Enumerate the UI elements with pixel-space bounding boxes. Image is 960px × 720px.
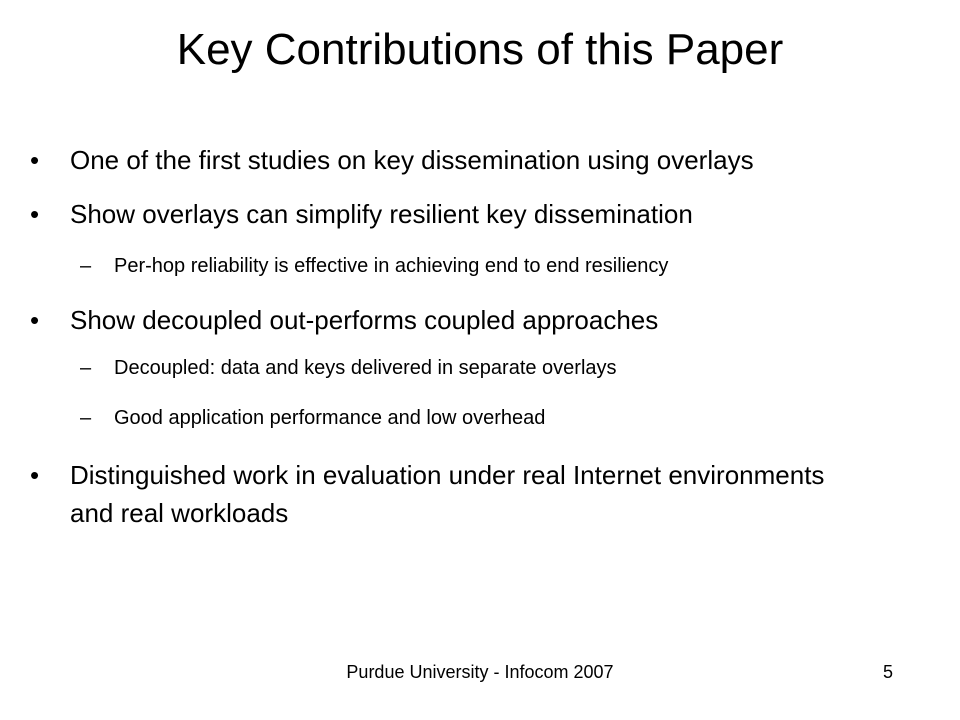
sub-bullet-text: Per-hop reliability is effective in achieving end to end resiliency bbox=[114, 255, 669, 277]
sub-bullet-item bbox=[30, 354, 930, 382]
bullet-marker: • bbox=[30, 199, 40, 229]
sub-bullet-marker: – bbox=[80, 407, 92, 429]
bullet-item bbox=[30, 142, 930, 178]
bullet-text: One of the first studies on key dissemination using overlays bbox=[70, 145, 754, 175]
slide-title: Key Contributions of this Paper bbox=[176, 25, 784, 74]
sub-bullet-item bbox=[30, 252, 930, 280]
bullet-marker: • bbox=[30, 460, 40, 490]
page-number: 5 bbox=[883, 662, 894, 682]
bullet-item bbox=[30, 302, 930, 338]
sub-bullet-text: Decoupled: data and keys delivered in separate overlays bbox=[114, 357, 617, 379]
bullet-text: Distinguished work in evaluation under real Internet environments and real workloads bbox=[70, 460, 825, 528]
footer-text: Purdue University - Infocom 2007 bbox=[346, 662, 614, 682]
sub-bullet-item bbox=[30, 404, 930, 432]
bullet-text: Show overlays can simplify resilient key dissemination bbox=[70, 199, 693, 229]
bullet-item bbox=[30, 456, 930, 532]
sub-bullet-marker: – bbox=[80, 255, 92, 277]
sub-bullet-text: Good application performance and low overhead bbox=[114, 407, 546, 429]
bullet-marker: • bbox=[30, 305, 40, 335]
bullet-item bbox=[30, 196, 930, 232]
bullet-marker: • bbox=[30, 145, 40, 175]
sub-bullet-marker: – bbox=[80, 357, 92, 379]
bullet-text: Show decoupled out-performs coupled approaches bbox=[70, 305, 659, 335]
